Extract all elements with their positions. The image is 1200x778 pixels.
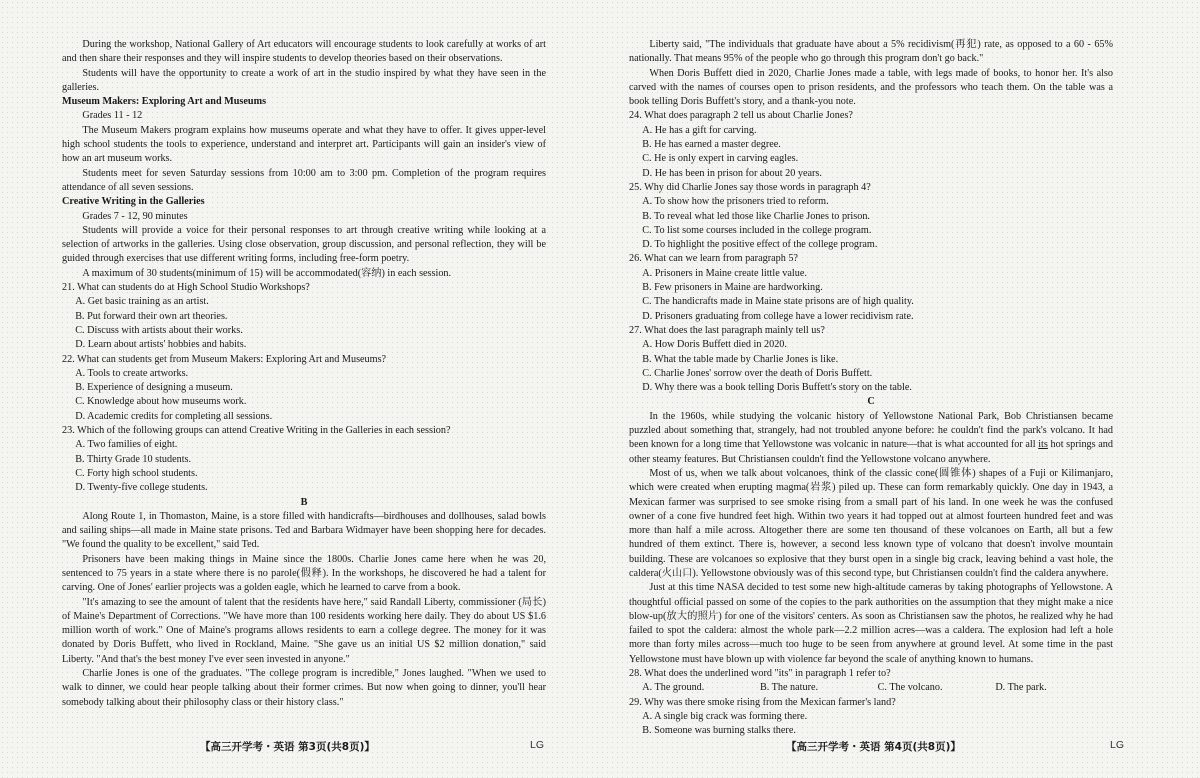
question-23: 23. Which of the following groups can attend Creative Writing in the Galleries in each session?	[62, 425, 451, 437]
page-footer: 【高三开学考・英语 第4页(共8页)】	[786, 741, 961, 753]
option: B. Put forward their own art theories.	[75, 310, 228, 322]
question-21: 21. What can students do at High School Studio Workshops?	[62, 282, 310, 294]
option: C. The volcano.	[877, 682, 943, 694]
option: A. To show how the prisoners tried to reform.	[642, 196, 829, 208]
section-letter-b: B	[300, 496, 308, 508]
question-24: 24. What does paragraph 2 tell us about Charlie Jones?	[629, 110, 853, 122]
option: D. The park.	[995, 682, 1047, 694]
question-27: 27. What does the last paragraph mainly tell us?	[629, 324, 825, 336]
paper-code: LG	[530, 739, 545, 751]
paragraph: A maximum of 30 students(minimum of 15) will be accommodated(容纳) in each session.	[82, 267, 452, 279]
underlined-word-its: its	[1038, 439, 1048, 451]
section-heading: Creative Writing in the Galleries	[62, 196, 205, 208]
paragraph: The Museum Makers program explains how museums operate and what they have to offer. It gives upper-level high school students the tools to experience, understand and interpret art. Participants will gain an insider's view of how an art museum works.	[62, 124, 546, 165]
option: D. Academic credits for completing all sessions.	[75, 410, 273, 422]
paragraph: Most of us, when we talk about volcanoes, think of the classic cone(圆锥体) shapes of a Fuji or Kilimanjaro, which were created when erupting magma(岩浆) piled up. These can form remarkably quickly. One day in 1943, a Mexican farmer was surprised to see smoke rising from a small part of his land. In one week he was the confused owner of a cone five hundred feet high. Within two years it had topped out at almost fourteen hundred feet and was more than half a mile across. Altogether there are some ten thousand of these volcanoes on Earth, all but a few hundred of them extinct. There is, however, a second less known type of volcano that doesn't involve mountain building. These are volcanoes so explosive that they burst open in a single big crack, leaving behind a vast hole, the caldera(火山口). Yellowstone obviously was of this second type, but Christiansen couldn't find the caldera anywhere.	[629, 467, 1113, 579]
grades-line: Grades 7 - 12, 90 minutes	[82, 210, 188, 222]
option: B. Experience of designing a museum.	[75, 382, 233, 394]
paragraph: Charlie Jones is one of the graduates. "The college program is incredible," Jones laughed. "When we used to walk to dinner, we could hear people talking about their former crimes. But now when going to dinner, you'll hear somebody talking about their philosophy class or their history class."	[62, 668, 546, 708]
option: A. He has a gift for carving.	[642, 124, 757, 136]
paragraph: Just at this time NASA decided to test some new high-altitude cameras by taking photographs of Yellowstone. A thoughtful official passed on some of the copies to the park authorities on the assumption that they might make a nice blow-up(放大的照片) for one of the visitors' centers. As soon as Christiansen saw the photos, he realized why he had failed to spot the caldera: almost the whole park—2.2 million acres—was a caldera. The explosion had left a hole more than forty miles across—much too huge to be seen from anywhere at ground level. At some time in the past Yellowstone must have blown up with violence far beyond the scale of anything known to humans.	[629, 582, 1113, 665]
section-heading: Museum Makers: Exploring Art and Museums	[62, 96, 267, 108]
option: A. Tools to create artworks.	[75, 367, 189, 379]
option: B. Thirty Grade 10 students.	[75, 453, 192, 465]
option: C. The handicrafts made in Maine state prisons are of high quality.	[642, 296, 914, 308]
section-letter-c: C	[867, 396, 875, 408]
option: A. The ground.	[642, 682, 705, 694]
option: A. A single big crack was forming there.	[642, 710, 808, 722]
page-footer: 【高三开学考・英语 第3页(共8页)】	[200, 741, 375, 753]
paragraph: Students will provide a voice for their personal responses to art through creative writing while looking at a selection of artworks in the galleries. Using close observation, group discussion, and personal reflection, they will be guided through exercises that use different writing forms, including free-form poetry.	[62, 224, 546, 265]
option: C. To list some courses included in the college program.	[642, 224, 872, 236]
text-run: hot springs and other steamy features. But Christiansen couldn't find the Yellowstone volcano anywhere.	[629, 439, 1113, 465]
option: B. The nature.	[759, 682, 819, 694]
grades-line: Grades 11 - 12	[82, 110, 143, 122]
option: B. Someone was burning stalks there.	[642, 725, 796, 737]
paper-code: LG	[1110, 739, 1125, 751]
option: C. Charlie Jones' sorrow over the death of Doris Buffett.	[642, 367, 873, 379]
option: D. Why there was a book telling Doris Buffett's story on the table.	[642, 382, 912, 394]
text-run: In the 1960s, while studying the volcanic history of Yellowstone National Park, Bob Christiansen became puzzled about something that, strangely, had not troubled anyone before: he couldn't find the park's volcano. It had been known for a long time that Yellowstone was volcanic in nature—that is what accounted for all	[629, 410, 1113, 451]
paragraph: "It's amazing to see the amount of talent that the residents have here," said Randall Liberty, commissioner (局长) of Maine's Department of Corrections. "We have more than 100 residents working here daily. They do about US $1.6 million worth of work." One of Maine's programs allows residents to earn a college degree. The money for it was donated by Doris Buffett, who lived in Rockland, Maine. "She gave us an initial US $2 million donation," said Liberty. "And that's the best money I've ever seen invested in anyone."	[62, 596, 546, 665]
option: D. Twenty-five college students.	[75, 482, 208, 494]
paragraph: Along Route 1, in Thomaston, Maine, is a store filled with handicrafts—birdhouses and dollhouses, salad bowls and sailing ships—all made in Maine state prisons. Ted and Barbara Widmayer have been shopping here for decades. "We found the quality to be excellent," said Ted.	[62, 510, 546, 551]
option: D. To highlight the positive effect of the college program.	[642, 239, 878, 251]
paragraph: Liberty said, "The individuals that graduate have about a 5% recidivism(再犯) rate, as opposed to a 60 - 65% nationally. That means 95% of the people who go through this program don't go back."	[629, 39, 1113, 65]
question-25: 25. Why did Charlie Jones say those words in paragraph 4?	[629, 181, 871, 193]
paragraph: Students will have the opportunity to create a work of art in the studio inspired by what they have seen in the galleries.	[62, 67, 546, 93]
question-22: 22. What can students get from Museum Makers: Exploring Art and Museums?	[62, 353, 387, 365]
option: A. How Doris Buffett died in 2020.	[642, 339, 787, 351]
paragraph: During the workshop, National Gallery of Art educators will encourage students to look carefully at works of art and then share their responses and they will inspire students to develop theories based on their observations.	[62, 39, 546, 65]
option: B. What the table made by Charlie Jones is like.	[642, 353, 839, 365]
option: A. Two families of eight.	[75, 439, 178, 451]
left-page-column	[62, 38, 546, 710]
option: A. Get basic training as an artist.	[75, 296, 209, 308]
paragraph	[629, 410, 1113, 467]
option: D. He has been in prison for about 20 years.	[642, 167, 822, 179]
option: C. Discuss with artists about their works.	[75, 324, 243, 336]
option: C. He is only expert in carving eagles.	[642, 153, 799, 165]
question-29: 29. Why was there smoke rising from the Mexican farmer's land?	[629, 696, 896, 708]
paragraph: Students meet for seven Saturday sessions from 10:00 am to 3:00 pm. Completion of the program requires attendance of all seven sessions.	[62, 167, 546, 193]
paragraph: When Doris Buffett died in 2020, Charlie Jones made a table, with legs made of books, to honor her. It's also carved with the names of courses open to prison residents, and the professors who teach them. On the table was a book telling Doris Buffett's story, and a thank-you note.	[629, 67, 1113, 108]
option: B. He has earned a master degree.	[642, 139, 781, 151]
option: C. Knowledge about how museums work.	[75, 396, 247, 408]
option: C. Forty high school students.	[75, 467, 198, 479]
option: B. Few prisoners in Maine are hardworking.	[642, 282, 823, 294]
right-page-column	[629, 38, 1113, 739]
option: A. Prisoners in Maine create little value.	[642, 267, 807, 279]
question-28: 28. What does the underlined word "its" in paragraph 1 refer to?	[629, 668, 891, 680]
option: D. Learn about artists' hobbies and habits.	[75, 339, 247, 351]
option: D. Prisoners graduating from college have a lower recidivism rate.	[642, 310, 914, 322]
paragraph: Prisoners have been making things in Maine since the 1800s. Charlie Jones came here when he was 20, sentenced to 75 years in a state where there is no parole(假释). In the workshops, he discovered he had a talent for carving. One of Jones' earlier projects was a golden eagle, which he learned to carve from a book.	[62, 553, 546, 594]
option: B. To reveal what led those like Charlie Jones to prison.	[642, 210, 870, 222]
question-26: 26. What can we learn from paragraph 5?	[629, 253, 798, 265]
options-row	[629, 681, 1113, 695]
